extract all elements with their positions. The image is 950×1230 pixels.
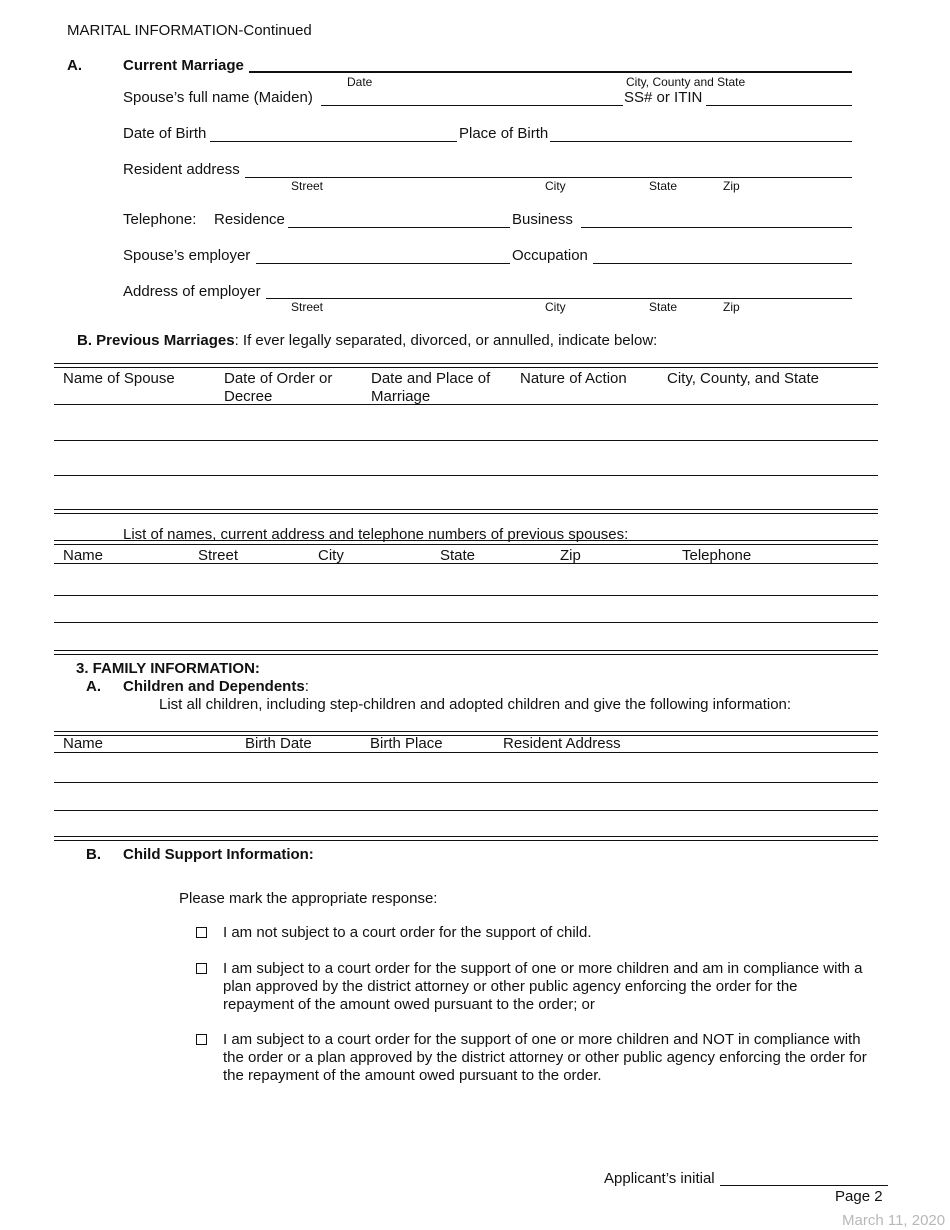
children-col-name: Name <box>63 735 104 752</box>
ssn-label: SS# or ITIN <box>624 89 703 106</box>
section-a-letter: A. <box>67 57 82 74</box>
previous-marriages-title: B. Previous Marriages <box>77 332 235 349</box>
employer-address-label: Address of employer <box>123 283 261 300</box>
city-caption-2: City <box>545 300 566 314</box>
option-1-checkbox[interactable] <box>196 927 207 938</box>
dob-label: Date of Birth <box>123 125 207 142</box>
list-col-city: City <box>318 547 344 564</box>
col-name-of-spouse: Name of Spouse <box>63 370 175 387</box>
list-col-state: State <box>440 547 476 564</box>
city-caption: City <box>545 179 566 193</box>
list-col-zip: Zip <box>560 547 581 564</box>
table-header-rule <box>54 404 878 405</box>
children-letter: A. <box>86 678 101 695</box>
residence-phone-field[interactable] <box>288 227 510 228</box>
table-row[interactable] <box>54 440 878 441</box>
resident-address-label: Resident address <box>123 161 240 178</box>
col-date-place-2: Marriage <box>371 388 431 405</box>
list-col-name: Name <box>63 547 104 564</box>
zip-caption: Zip <box>723 179 740 193</box>
option-3-text: I am subject to a court order for the support of one or more children and NOT in compliance with the order or a plan approved by the district attorney or other public agency enforcing the order for the repayment of the amount owed pursuant to the order. <box>223 1031 867 1084</box>
dob-field[interactable] <box>210 141 457 142</box>
applicant-initial-label: Applicant’s initial <box>604 1170 715 1187</box>
table-top-rule <box>54 363 878 368</box>
family-info-heading: 3. FAMILY INFORMATION: <box>76 660 260 677</box>
col-nature-of-action: Nature of Action <box>520 370 627 387</box>
children-row[interactable] <box>54 810 878 811</box>
list-row[interactable] <box>54 622 878 623</box>
pob-field[interactable] <box>550 141 852 142</box>
children-colon: : <box>304 678 309 695</box>
pob-label: Place of Birth <box>459 125 549 142</box>
zip-caption-2: Zip <box>723 300 740 314</box>
spouse-name-field[interactable] <box>321 105 623 106</box>
list-bottom-rule <box>54 650 878 655</box>
street-caption: Street <box>291 179 324 193</box>
children-header-rule <box>54 752 878 753</box>
occupation-label: Occupation <box>512 247 588 264</box>
occupation-field[interactable] <box>593 263 852 264</box>
telephone-label: Telephone: <box>123 211 197 228</box>
col-city-county-state: City, County, and State <box>667 370 820 387</box>
page-number: Page 2 <box>835 1188 883 1205</box>
children-col-resident-address: Resident Address <box>503 735 621 752</box>
previous-marriages-heading <box>77 332 657 349</box>
applicant-initial-field[interactable] <box>720 1185 888 1186</box>
children-table-top-rule <box>54 731 878 736</box>
children-table-bottom-rule <box>54 836 878 841</box>
employer-field[interactable] <box>256 263 510 264</box>
table-bottom-rule <box>54 509 878 514</box>
child-support-prompt: Please mark the appropriate response: <box>179 890 438 907</box>
children-col-birth-date: Birth Date <box>245 735 312 752</box>
list-top-rule <box>54 540 878 545</box>
children-col-birth-place: Birth Place <box>370 735 443 752</box>
child-support-letter: B. <box>86 846 101 863</box>
page-title: MARITAL INFORMATION-Continued <box>67 22 312 39</box>
list-row[interactable] <box>54 595 878 596</box>
current-marriage-field[interactable] <box>249 71 852 73</box>
option-3-checkbox[interactable] <box>196 1034 207 1045</box>
previous-marriages-instruction: : If ever legally separated, divorced, or annulled, indicate below: <box>234 332 658 349</box>
option-2-text: I am subject to a court order for the support of one or more children and am in compliance with a plan approved by the district attorney or other public agency enforcing the order for the repayment of the amount owed pursuant to the order; or <box>223 960 863 1013</box>
col-date-of-order-2: Decree <box>224 388 273 405</box>
state-caption-2: State <box>649 300 678 314</box>
spouse-name-label: Spouse’s full name (Maiden) <box>123 89 313 106</box>
list-header-rule <box>54 563 878 564</box>
child-support-title: Child Support Information: <box>123 846 314 863</box>
street-caption-2: Street <box>291 300 324 314</box>
ssn-field[interactable] <box>706 105 852 106</box>
children-heading <box>123 678 309 695</box>
list-col-telephone: Telephone <box>682 547 752 564</box>
children-instruction: List all children, including step-children and adopted children and give the following information: <box>159 696 792 713</box>
resident-address-field[interactable] <box>245 177 852 178</box>
employer-address-field[interactable] <box>266 298 852 299</box>
children-title: Children and Dependents <box>123 678 305 695</box>
residence-label: Residence <box>214 211 285 228</box>
employer-label: Spouse’s employer <box>123 247 251 264</box>
business-label: Business <box>512 211 573 228</box>
option-1-text: I am not subject to a court order for the support of child. <box>223 924 592 941</box>
children-row[interactable] <box>54 782 878 783</box>
col-date-place-1: Date and Place of <box>371 370 491 387</box>
previous-spouses-list-intro: List of names, current address and telephone numbers of previous spouses: <box>123 526 629 543</box>
city-county-state-caption: City, County and State <box>626 75 746 89</box>
option-2-checkbox[interactable] <box>196 963 207 974</box>
revision-date: March 11, 2020 <box>842 1212 946 1229</box>
col-date-of-order-1: Date of Order or <box>224 370 333 387</box>
date-caption: Date <box>347 75 373 89</box>
current-marriage-label: Current Marriage <box>123 57 244 74</box>
business-phone-field[interactable] <box>581 227 852 228</box>
state-caption: State <box>649 179 678 193</box>
list-col-street: Street <box>198 547 239 564</box>
table-row[interactable] <box>54 475 878 476</box>
